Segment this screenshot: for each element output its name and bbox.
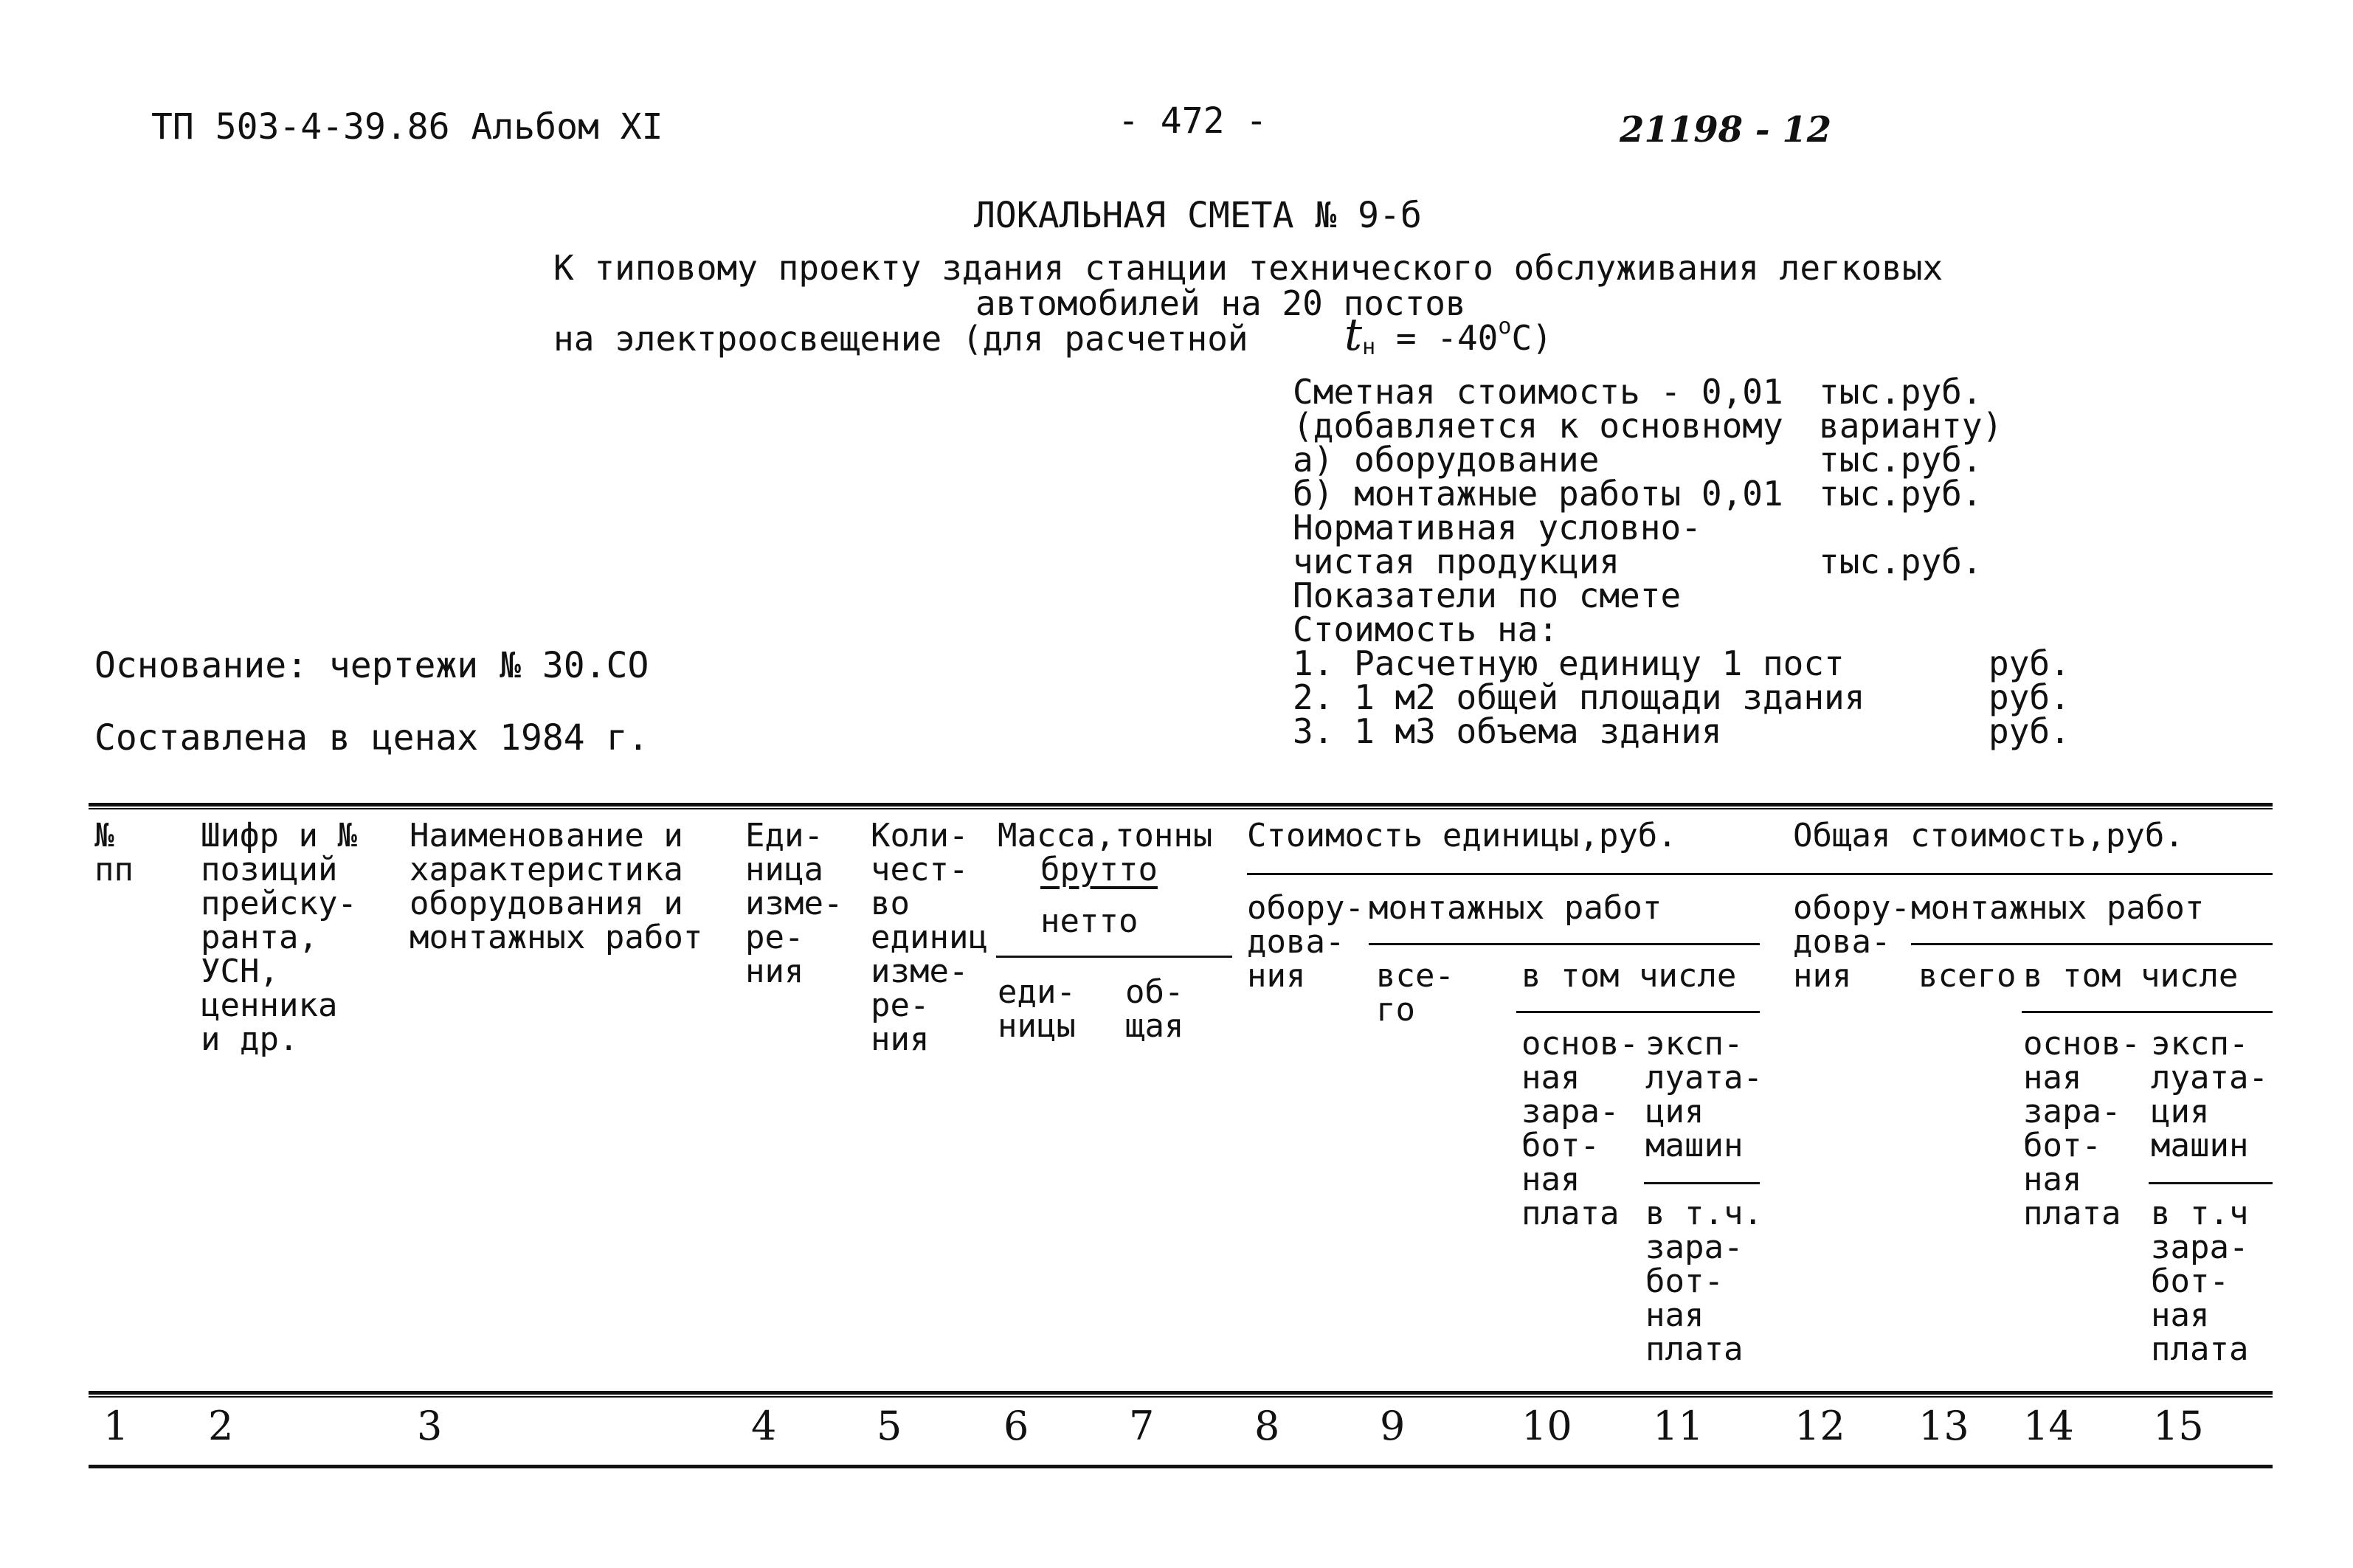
unit-mounting-header: монтажных работ: [1369, 889, 1662, 927]
total-mounting-total-header: всего: [1918, 957, 2017, 995]
column-number: 4: [751, 1403, 777, 1449]
cost-info-unit: руб.: [1989, 677, 2070, 717]
unit-machine-salary-header: в т.ч. зара- бот- ная плата: [1645, 1195, 1763, 1368]
total-mounting-header: монтажных работ: [1911, 889, 2205, 927]
mass-brutto-label: брутто: [1040, 851, 1158, 888]
unit-including-header: в том числе: [1521, 957, 1737, 995]
header-bottom-rule: [89, 1391, 2273, 1395]
page-number: - 472 -: [1118, 100, 1268, 142]
unit-base-salary-header: основ- ная зара- бот- ная плата: [1521, 1025, 1639, 1232]
col-unit-header: Еди- ница изме- ре- ния: [745, 817, 843, 990]
unit-cost-header: Стоимость единицы,руб.: [1247, 817, 1677, 854]
temperature-symbol: t: [1344, 309, 1363, 361]
column-number: 7: [1129, 1403, 1155, 1449]
mass-header: Масса,тонны: [998, 817, 1213, 854]
cost-group-rule: [1247, 873, 2273, 875]
cost-info-label: Стоимость на:: [1293, 609, 1559, 649]
total-cost-header: Общая стоимость,руб.: [1793, 817, 2184, 854]
unit-equipment-header: обору- дова- ния: [1247, 889, 1364, 995]
cost-info-unit: варианту): [1819, 406, 2003, 446]
unit-mounting-total-header: все- го: [1376, 957, 1454, 1029]
cost-info-label: 1. Расчетную единицу 1 пост: [1293, 643, 1845, 683]
unit-mount-rule: [1369, 943, 1760, 945]
mass-netto-rule: [996, 956, 1232, 958]
cost-info-label: чистая продукция: [1293, 542, 1620, 581]
column-number: 1: [103, 1403, 129, 1449]
cost-info-unit: руб.: [1989, 711, 2070, 751]
cost-info-label: Нормативная условно-: [1293, 508, 1701, 548]
document-code: ТП 503-4-39.86 Альбом XI: [151, 106, 663, 148]
estimate-heading: ЛОКАЛЬНАЯ СМЕТА № 9-б: [974, 195, 1422, 236]
cost-info-unit: тыс.руб.: [1819, 474, 1983, 514]
cost-info-label: (добавляется к основному: [1293, 406, 1783, 446]
column-number: 13: [1918, 1403, 1969, 1449]
total-expl-rule: [2149, 1182, 2273, 1184]
degree-sign: о: [1498, 314, 1512, 339]
total-breakdown-rule: [2022, 1011, 2273, 1013]
temperature-unit: С): [1511, 318, 1552, 358]
numbers-bottom-rule: [89, 1465, 2273, 1468]
total-machine-salary-header: в т.ч зара- бот- ная плата: [2151, 1195, 2249, 1368]
cost-info-label: б) монтажные работы 0,01: [1293, 474, 1783, 514]
handwritten-reference: 21198 - 12: [1620, 109, 1832, 151]
unit-machine-operation-header: эксп- луата- ция машин: [1645, 1025, 1763, 1164]
project-description-line2: автомобилей на 20 постов: [975, 283, 1466, 323]
total-including-header: в том числе: [2023, 957, 2239, 995]
total-mount-rule: [1911, 943, 2273, 945]
project-description-line1: К типовому проекту здания станции технического обслуживания легковых: [553, 248, 1943, 288]
design-temperature: [1344, 309, 1552, 361]
cost-info-unit: тыс.руб.: [1819, 542, 1983, 581]
table-top-rule: [89, 803, 2273, 807]
cost-info-unit: руб.: [1989, 643, 2070, 683]
col-name-header: Наименование и характеристика оборудования и монтажных работ: [410, 817, 703, 956]
column-number: 8: [1254, 1403, 1280, 1449]
temperature-subscript: н: [1362, 334, 1376, 360]
column-number: 14: [2023, 1403, 2074, 1449]
cost-info-label: а) оборудование: [1293, 440, 1600, 480]
col-code-header: Шифр и № позиций прейску- ранта, УСН, ценника и др.: [201, 817, 357, 1058]
column-number: 12: [1794, 1403, 1845, 1449]
total-base-salary-header: основ- ная зара- бот- ная плата: [2023, 1025, 2140, 1232]
column-number: 2: [208, 1403, 234, 1449]
column-number: 6: [1003, 1403, 1029, 1449]
column-number: 3: [417, 1403, 443, 1449]
header-bottom-rule-inner: [89, 1396, 2273, 1398]
cost-info-unit: тыс.руб.: [1819, 372, 1983, 412]
column-number: 15: [2153, 1403, 2204, 1449]
unit-breakdown-rule: [1516, 1011, 1760, 1013]
total-machine-operation-header: эксп- луата- ция машин: [2151, 1025, 2268, 1164]
mass-netto-label: нетто: [1040, 902, 1139, 940]
total-equipment-header: обору- дова- ния: [1793, 889, 1910, 995]
mass-unit-header: еди- ницы: [998, 973, 1076, 1045]
mass-total-header: об- щая: [1125, 973, 1184, 1045]
cost-info-label: 2. 1 м2 общей площади здания: [1293, 677, 1865, 717]
basis-prices: Составлена в ценах 1984 г.: [94, 717, 649, 759]
unit-expl-rule: [1644, 1182, 1760, 1184]
column-number: 11: [1653, 1403, 1704, 1449]
column-number: 5: [877, 1403, 902, 1449]
basis-drawings: Основание: чертежи № 30.СО: [94, 645, 649, 686]
project-description-line3: на электроосвещение (для расчетной: [553, 319, 1248, 359]
table-top-rule-inner: [89, 808, 2273, 809]
col-quantity-header: Коли- чест- во единиц изме- ре- ния: [871, 817, 988, 1058]
cost-info-label: 3. 1 м3 объема здания: [1293, 711, 1722, 751]
column-number: 10: [1521, 1403, 1572, 1449]
cost-info-label: Показатели по смете: [1293, 576, 1682, 615]
temperature-value: = -40: [1395, 318, 1499, 358]
column-number: 9: [1380, 1403, 1406, 1449]
col-number-header: № пп: [94, 817, 134, 888]
cost-info-unit: тыс.руб.: [1819, 440, 1983, 480]
cost-info-label: Сметная стоимость - 0,01: [1293, 372, 1783, 412]
